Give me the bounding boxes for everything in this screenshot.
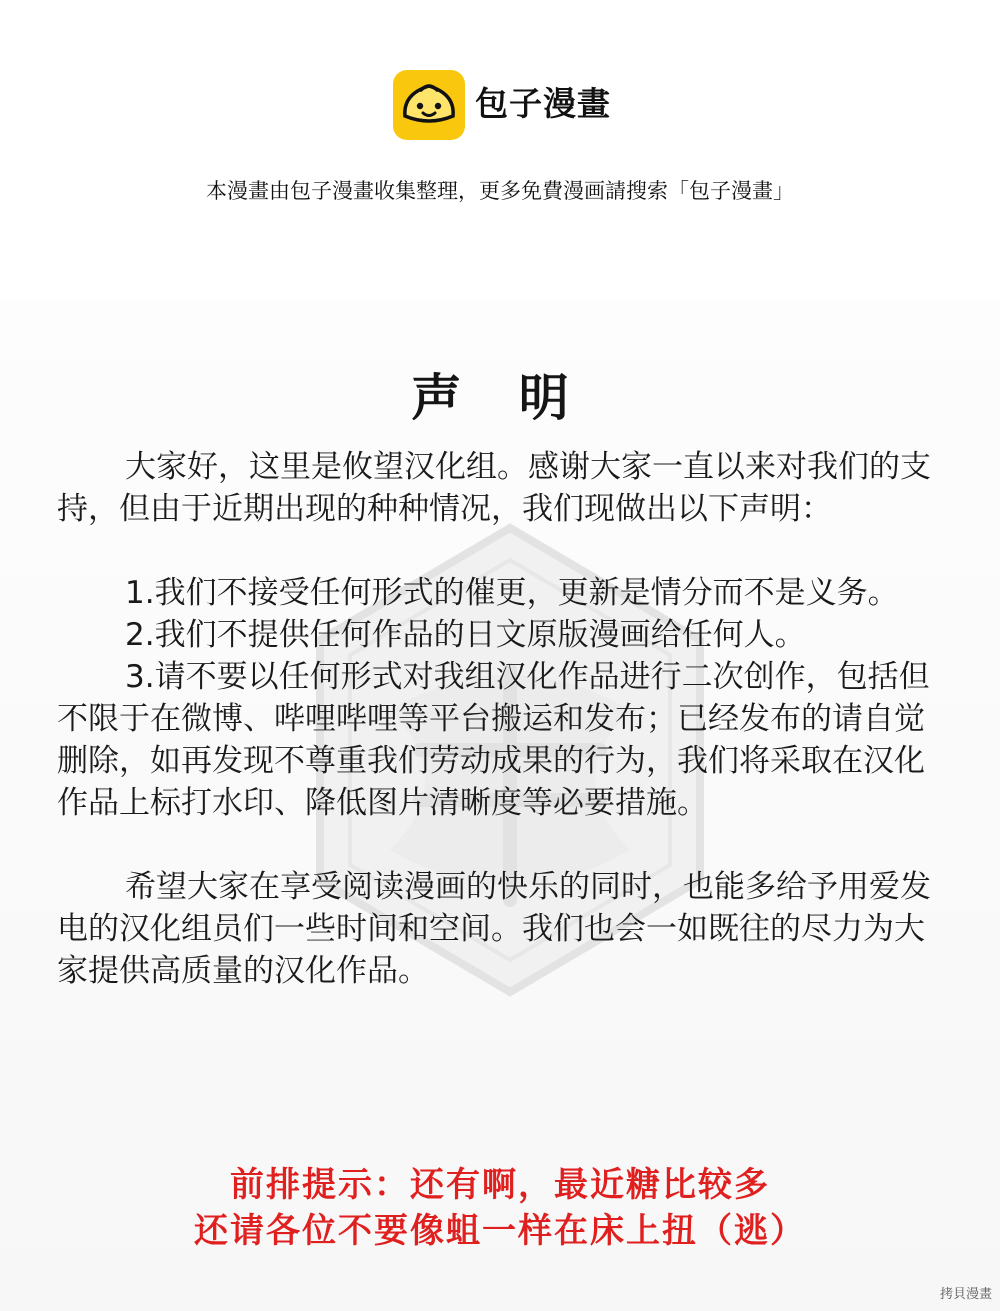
- bun-mascot-icon: [393, 70, 465, 140]
- red-reminder-line: 前排提示：还有啊，最近糖比较多: [230, 1165, 770, 1205]
- statement-item: 1.我们不接受任何形式的催更，更新是情分而不是义务。: [125, 575, 899, 611]
- corner-watermark-text: 拷貝漫畫: [939, 1287, 992, 1302]
- red-reminder: [0, 1162, 1000, 1254]
- source-notice: 本漫畫由包子漫畫收集整理，更多免費漫画請搜索「包子漫畫」: [206, 179, 794, 203]
- statement-title: 声 明: [411, 369, 589, 427]
- statement-intro: 大家好，这里是攸望汉化组。感谢大家一直以来对我们的支持，但由于近期出现的种种情况，我们现做出以下声明：: [57, 449, 931, 527]
- site-header: [0, 70, 1000, 145]
- brand-name: 包子漫畫: [475, 84, 611, 123]
- statement-item: 3.请不要以任何形式对我组汉化作品进行二次创作，包括但不限于在微博、哔哩哔哩等平台搬运和发布；已经发布的请自觉删除，如再发现不尊重我们劳动成果的行为，我们将采取在汉化作品上标打水印、降低图片清晰度等必要措施。: [57, 659, 930, 821]
- statement-item: 2.我们不提供任何作品的日文原版漫画给任何人。: [125, 617, 806, 653]
- statement-closing: 希望大家在享受阅读漫画的快乐的同时，也能多给予用爱发电的汉化组员们一些时间和空间。我们也会一如既往的尽力为大家提供高质量的汉化作品。: [57, 869, 931, 989]
- red-reminder-line: 还请各位不要像蛆一样在床上扭（逃）: [194, 1211, 806, 1251]
- statement-body: [57, 446, 933, 992]
